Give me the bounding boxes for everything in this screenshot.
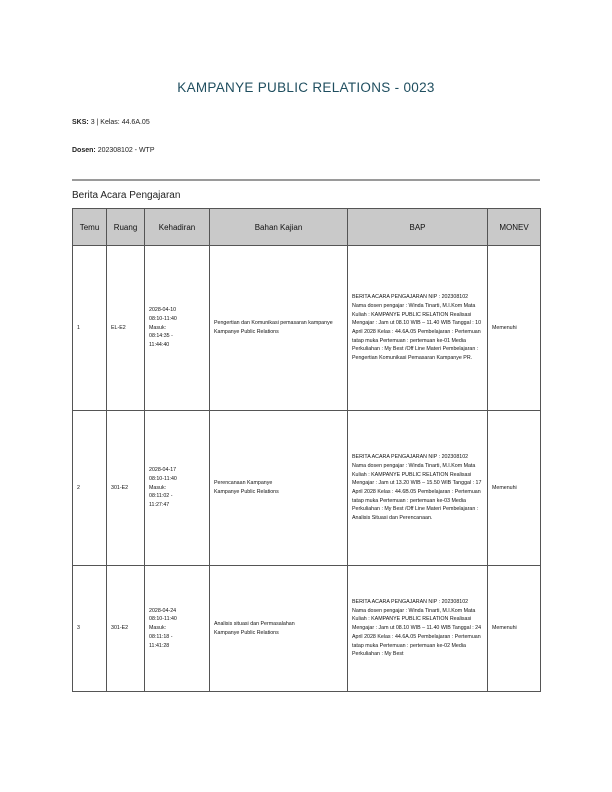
bahan-kajian-topic: Pengertian dan Komunikasi pemasaran kampanye [214,320,333,327]
kehadiran-out: 11:27:47 [149,502,170,509]
kehadiran-in: 08:11:18 - [149,633,173,640]
bahan-kajian-topic: Analisis situasi dan Permasalahan [214,620,295,627]
temu-cell: 3 [73,566,107,692]
table-row [73,566,541,692]
bahan-kajian-course: Kampanye Public Relations [214,629,279,636]
bahan-kajian-course: Kampanye Public Relations [214,489,279,495]
kehadiran-schedule: 08:10-11:40 [149,475,177,482]
bahan-kajian-cell [210,411,348,566]
column-header-monev: MONEV [488,209,541,246]
monev-cell: Memenuhi [488,246,541,411]
bap-text: BERITA ACARA PENGAJARAN NIP : 202308102 Nama dosen pengajar : Winda Tinarti, M.I.Kom Mata Kuliah : KAMPANYE PUBLIC RELATION Realisasi Mengajar : Jam ut 13.20 WIB – 15.50 WIB Tanggal : 17 April 2028 Kelas : 44.6B.05 Pembelajaran : Pertemuan tatap muka Pertemuan : pertemuan ke-03 Media Perkuliahan : My Best /Off Line Materi Pembelajaran : Analisis Situasi dan Perencanaan. [352,454,482,522]
bahan-kajian-cell [210,566,348,692]
table-header-row [73,209,541,246]
kehadiran-date: 2028-04-17 [149,467,177,474]
sks-value: 3 | Kelas: 44.6A.05 [90,119,150,126]
kehadiran-date: 2028-04-24 [149,607,177,614]
kehadiran-out: 11:44:40 [149,342,170,349]
bap-cell [348,246,488,411]
column-header-bahan-kajian: Bahan Kajian [210,209,348,246]
section-title: Berita Acara Pengajaran [72,190,181,201]
table-row [73,246,541,411]
temu-cell: 1 [73,246,107,411]
table-row [73,411,541,566]
kehadiran-in: 08:14:35 - [149,333,173,340]
bap-text: BERITA ACARA PENGAJARAN NIP : 202308102 Nama dosen pengajar : Winda Tinarti, M.I.Kom Mata Kuliah : KAMPANYE PUBLIC RELATION Realisasi Mengajar : Jam ut 08.10 WIB – 11.40 WIB Tanggal : 10 April 2028 Kelas : 44.6A.05 Pembelajaran : Pertemuan tatap muka Pertemuan : pertemuan ke-01 Media Perkuliahan : My Best /Off Line Materi Pembelajaran : Pengertian Komunikasi Pemasaran Kampanye PR. [352,294,482,362]
bap-cell [348,566,488,692]
temu-cell: 2 [73,411,107,566]
kehadiran-label: Masuk: [149,484,167,491]
kehadiran-cell [145,566,210,692]
dosen-value: 202308102 - WTP [97,147,155,154]
kehadiran-schedule: 08:10-11:40 [149,315,177,322]
dosen-label: Dosen: [72,147,96,154]
kehadiran-cell [145,411,210,566]
bahan-kajian-topic: Perencanaan Kampanye [214,480,273,487]
bap-table [72,208,541,692]
bap-cell [348,411,488,566]
bahan-kajian-course: Kampanye Public Relations [214,329,279,335]
section-divider [72,179,540,181]
bap-text: BERITA ACARA PENGAJARAN NIP : 202308102 Nama dosen pengajar : Winda Tinarti, M.I.Kom Mata Kuliah : KAMPANYE PUBLIC RELATION Realisasi Mengajar : Jam ut 08.10 WIB – 11.40 WIB Tanggal : 24 April 2028 Kelas : 44.6A.05 Pembelajaran : Pertemuan tatap muka Pertemuan : pertemuan ke-02 Media Perkuliahan : My Best [352,599,482,658]
ruang-cell: 301-E2 [107,566,145,692]
kehadiran-schedule: 08:10-11:40 [149,616,177,623]
kehadiran-label: Masuk: [149,625,167,632]
ruang-cell: 301-E2 [107,411,145,566]
column-header-bap: BAP [348,209,488,246]
column-header-temu: Temu [73,209,107,246]
sks-label: SKS: [72,119,89,126]
kehadiran-out: 11:41:28 [149,642,170,649]
kehadiran-label: Masuk: [149,324,167,331]
monev-cell: Memenuhi [488,566,541,692]
page-title: KAMPANYE PUBLIC RELATIONS - 0023 [177,80,435,95]
ruang-cell: EL-E2 [107,246,145,411]
monev-cell: Memenuhi [488,411,541,566]
kehadiran-date: 2028-04-10 [149,307,177,314]
sks-class-info [72,119,150,126]
kehadiran-in: 08:11:02 - [149,493,173,500]
kehadiran-cell [145,246,210,411]
lecturer-info [72,147,155,154]
column-header-ruang: Ruang [107,209,145,246]
bahan-kajian-cell [210,246,348,411]
column-header-kehadiran: Kehadiran [145,209,210,246]
